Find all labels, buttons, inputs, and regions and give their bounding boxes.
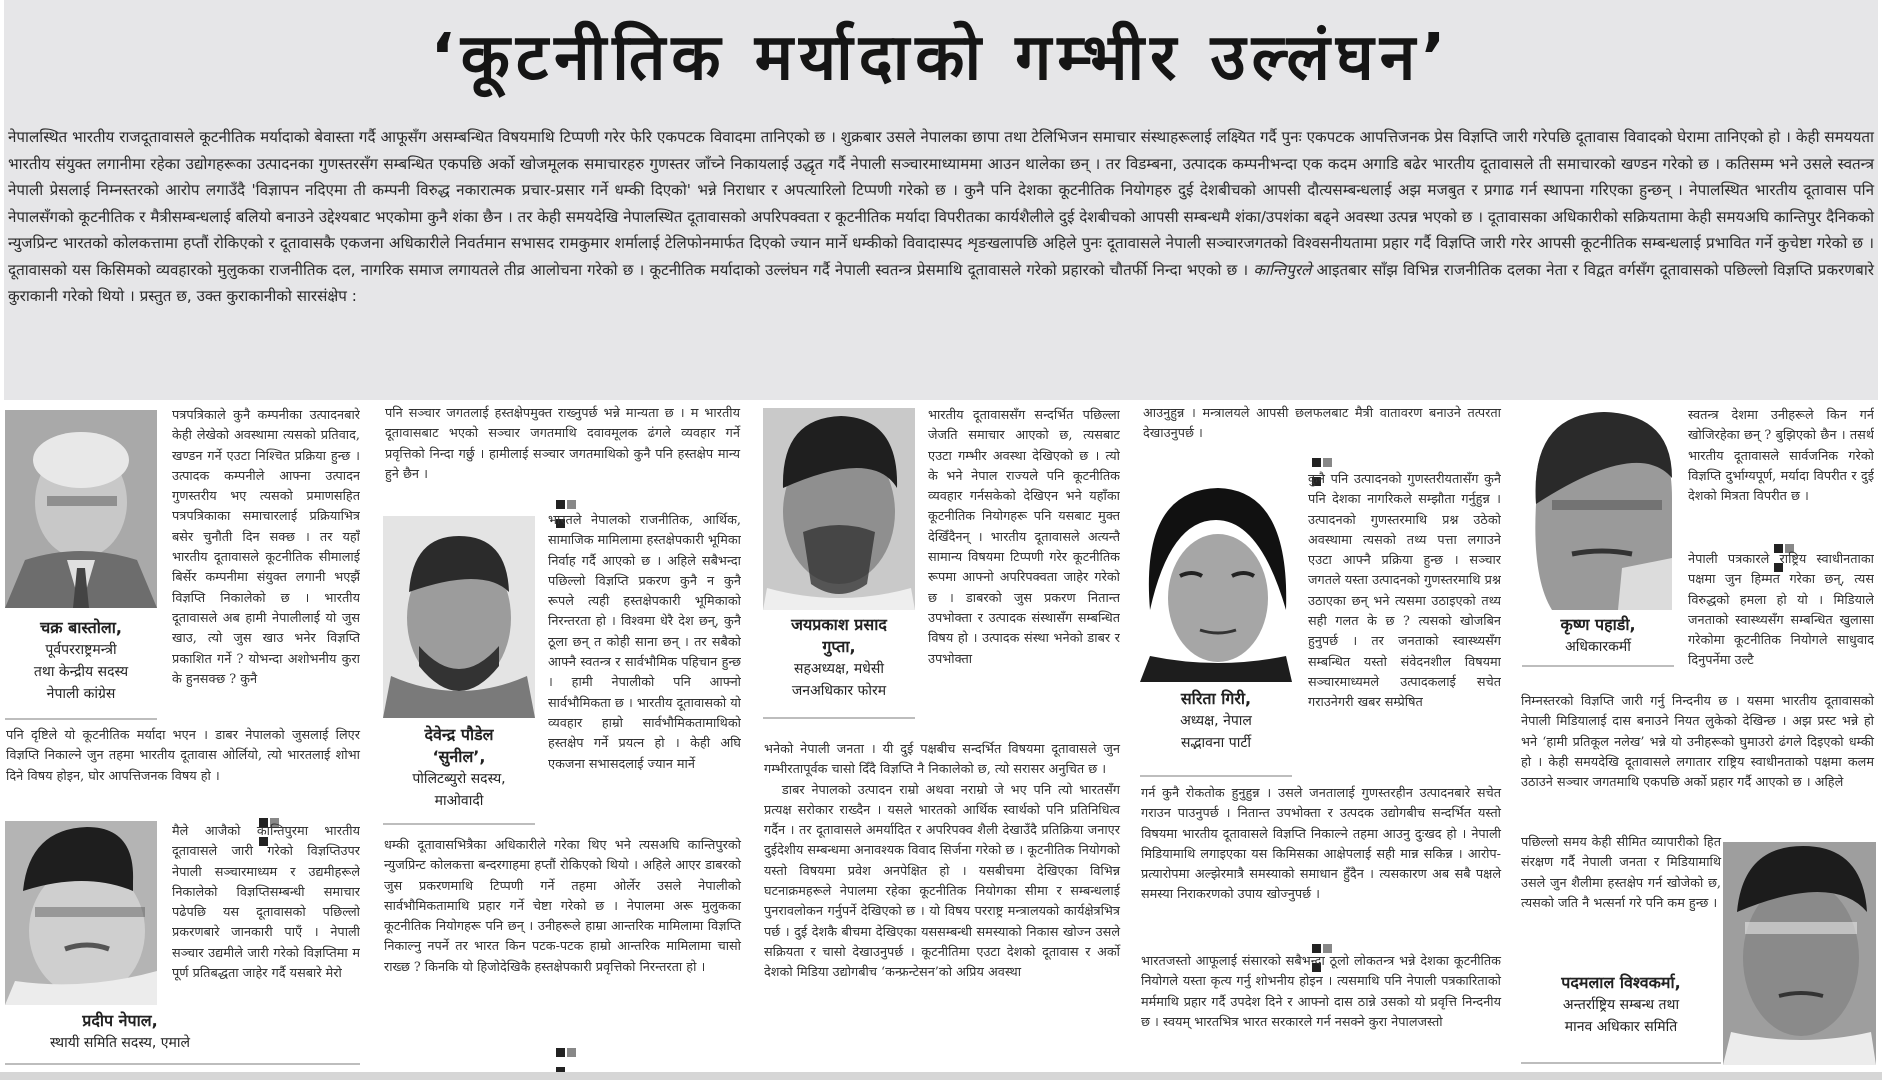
section-separator — [1774, 538, 1805, 547]
quote-chakra-bastola: पत्रपत्रिकाले कुनै कम्पनीका उत्पादनबारे केही लेखेको अवस्थामा त्यसको प्रतिवाद, खण्डन गर्ने एउटा निश्चित प्रक्रिया हुन्छ । उत्पादक कम्पनीले आफ्ना उत्पादन गुणस्तरीय भए त्यसको प्रमाणसहित पत्रपत्रिकाका समाचारलाई प्रक्रियाभित्र बसेर चुनौती दिन सक्छ । तर यहाँ भारतीय दूतावासले कूटनीतिक सीमालाई बिर्सेर कम्पनीमा संयुक्त लगानी भएझैं विज्ञप्ति निकालेको छ । भारतीय दूतावासले अब हामी नेपालीलाई यो जुस खाउ, त्यो जुस खाउ भनेर विज्ञप्ति प्रकाशित गर्ने ? योभन्दा अशोभनीय कुरा के हुनसक्छ ? कुनै — [172, 408, 360, 687]
photo-krishna-pahadi — [1522, 408, 1674, 610]
person-role: जनअधिकार फोरम — [791, 683, 887, 699]
divider — [1521, 1062, 1721, 1064]
quote-pradip-nepal: मैले आजैको कान्तिपुरमा भारतीय दूतावासले जारी गरेको विज्ञप्तिउपर नेपाली सञ्चारमाध्यम र उद्यमीहरूले निकालेको विज्ञप्तिसम्बन्धी समाचार पढेपछि यस दूतावासको पछिल्लो प्रकरणबारे जानकारी पाएँ । नेपाली सञ्चार उद्यमीले जारी गरेको विज्ञप्तिमा म पूर्ण प्रतिबद्धता जाहेर गर्दै यसबारे मेरो — [172, 824, 360, 982]
person-name: देवेन्द्र पौडेल — [424, 725, 494, 744]
person-role: पूर्वपरराष्ट्रमन्त्री — [45, 642, 117, 658]
person-role: तथा केन्द्रीय सदस्य — [33, 664, 129, 680]
section-separator — [556, 494, 587, 503]
quote-jayaprakash-gupta-end: आउनुहुन्न । मन्त्रालयले आपसी छलफलबाट मैत्री वातावरण बनाउने तत्परता देखाउनुपर्छ । — [1143, 406, 1501, 442]
header-panel — [4, 0, 1878, 400]
person-name: जयप्रकाश प्रसाद — [791, 615, 887, 634]
caption-jayaprakash-gupta — [763, 614, 915, 702]
caption-padamlal-bishwakarma — [1521, 972, 1721, 1038]
quote-sarita-giri-cont2: भारतजस्तो आफूलाई संसारको सबैभन्दा ठूलो लोकतन्त्र भन्ने देशका कूटनीतिक नियोगले यस्ता कृत्य गर्नु शोभनीय होइन । त्यसमाथि पनि नेपाली पत्रकारिताको मर्ममाथि प्रहार गर्दै उपदेश दिने र आफ्नो दास ठान्ने उसको यो प्रवृत्ति निन्दनीय छ । स्वयम् भारतभित्र भारत सरकारले गर्न नसक्ने कुरा नेपालजस्तो — [1141, 954, 1501, 1030]
portrait-icon — [1522, 408, 1674, 610]
section-separator — [556, 1042, 587, 1051]
photo-chakra-bastola — [5, 410, 157, 608]
quote-krishna-pahadi-top: स्वतन्त्र देशमा उनीहरूले किन गर्न खोजिरहेका छन् ? बुझिएको छैन । तसर्थ भारतीय दूतावासले सार्वजनिक गरेको विज्ञप्ति दुर्भाग्यपूर्ण, मर्यादा विपरीत र दुई देशको मित्रता विपरीत छ । — [1688, 408, 1874, 505]
person-role: नेपाली कांग्रेस — [46, 686, 116, 702]
intro-text-end: आइतबार साँझ विभिन्न राजनीतिक दलका नेता र विद्वत वर्गसँग दूतावासको पछिल्लो विज्ञप्ति प्रकरणबारे कुराकानी गरेको थियो । प्रस्तुत छ, उक्त कुराकानीको सारसंक्षेप : — [8, 260, 1874, 305]
person-role: पोलिटब्युरो सदस्य, — [412, 771, 506, 787]
person-role: अधिकारकर्मी — [1565, 639, 1631, 655]
quote-pradip-nepal-cont: पनि सञ्चार जगतलाई हस्तक्षेपमुक्त राख्नुपर्छ भन्ने मान्यता छ । म भारतीय दूतावासबाट भएको सञ्चार जगतमाथि दवावमूलक ढंगले व्यवहार गर्ने प्रवृत्तिको निन्दा गर्छु । हामीलाई सञ्चार जगतमाथिको कुनै पनि हस्तक्षेप मान्य हुने छैन । — [385, 406, 740, 482]
person-role: मानव अधिकार समिति — [1564, 1019, 1678, 1035]
quote-sarita-giri-cont: गर्न कुनै रोकतोक हुनुहुन्न । उसले जनतालाई गुणस्तरहीन उत्पादनबारे सचेत गराउन पाउनुपर्छ । नितान्त उपभोक्ता र उत्पदक उद्योगबीच सन्दर्भित यस्तो विषयमा भारतीय दूतावासले विज्ञप्ति निकाल्ने तहमा आउनु दुःखद हो । नेपाली मिडियामाथि लगाइएका यस किमिसका आक्षेपलाई सही मान्न सकिन्न । आरोप-प्रत्यारोपमा अल्झेरमात्रै समस्याको समाधान हुँदैन । त्यसकारण अब सबै पक्षले समस्या निराकरणको उपाय खोज्नुपर्छ । — [1141, 786, 1501, 903]
photo-jayaprakash-gupta — [763, 408, 915, 610]
caption-devendra-paudel — [383, 724, 535, 812]
quote-sarita-giri: कुनै पनि उत्पादनको गुणस्तरीयतासँग कुनै पनि देशका नागरिकले सम्झौता गर्नुहुन्न । उत्पादनको गुणस्तरमाथि प्रश्न उठेको अवस्थामा त्यसको तथ्य पत्ता लगाउने एउटा आफ्नै प्रक्रिया हुन्छ । सञ्चार जगतले यस्ता उत्पादनको गुणस्तरमाथि प्रश्न उठाएका छन् भने त्यसमा उठाइएको तथ्य सही गलत के छ ? त्यसको खोजबिन हुनुपर्छ । तर जनताको स्वास्थ्यसँग सम्बन्धित यस्तो संवेदनशील विषयमा सञ्चारमाध्यमले उत्पादकलाई सचेत गराउनेगरी खबर सम्प्रेषित — [1308, 472, 1501, 711]
person-nickname: ‘सुनील’, — [432, 747, 486, 766]
caption-krishna-pahadi — [1522, 614, 1674, 658]
person-name: प्रदीप नेपाल, — [82, 1011, 158, 1030]
portrait-icon — [383, 516, 535, 718]
intro-text: नेपालस्थित भारतीय राजदूतावासले कूटनीतिक मर्यादाको बेवास्ता गर्दै आफूसँग असम्बन्धित विषयमाथि टिप्पणी गरेर फेरि एकपटक विवादमा तानिएको छ । शुक्रबार उसले नेपालका छापा तथा टेलिभिजन समाचार संस्थाहरूलाई लक्ष्यित गर्दै पुनः एकपटक आपत्तिजनक प्रेस विज्ञप्ति जारी गरेपछि दूतावास विवादको घेरामा तानिएको हो । केही समययता भारतीय संयुक्त लगानीमा रहेका उद्योगहरूका उत्पादनका गुणस्तरसँग सम्बन्धित एकपछि अर्को खोजमूलक समाचारहरु गुणस्तर जाँच्ने निकायलाई उद्धृत गर्दै नेपाली सञ्चारमाध्याममा आउन थालेका छन् । तर विडम्बना, उत्पादक कम्पनीभन्दा एक कदम अगाडि बढेर भारतीय दूतावासले ती समाचारको खण्डन गरेको छ । कतिसम्म भने उसले स्वतन्त्र नेपाली प्रेसलाई निम्नस्तरको आरोप लगाउँदै 'विज्ञापन नदिएमा ती कम्पनी विरुद्ध नकारात्मक प्रचार-प्रसार गर्ने धम्की दिएको' भन्ने निराधार र अपत्यारिलो टिप्पणी गरेको छ । कुनै पनि देशका कूटनीतिक नियोगहरु दुई देशबीचको आपसी दौत्यसम्बन्धलाई अझ मजबुत र प्रगाढ गर्न स्थापना गरिएका हुन्छन् । नेपालस्थित भारतीय दूतावास पनि नेपालसँगको कूटनीतिक र मैत्रीसम्बन्धलाई बलियो बनाउने उद्देश्यबाट भएकोमा कुनै शंका छैन । तर केही समयदेखि नेपालस्थित दूतावासको अपरिपक्वता र कूटनीतिक मर्यादा विपरीतका कार्यशैलीले दुई देशबीचको आपसी सम्बन्धमै शंका/उपशंका बढ्ने अवस्था उत्पन्न भएको छ । दूतावासका अधिकारीको सक्रियतामा केही समयअघि कान्तिपुर दैनिकको न्युजप्रिन्ट भारतको कोलकत्तामा हप्तौं रोकिएको र दूतावासकै एकजना अधिकारीले निवर्तमान सभासद रामकुमार शर्मालाई टेलिफोनमार्फत दिएको ज्यान मार्ने धम्कीको विवादास्पद शृङखलापछि अहिले पुनः दूतावासले नेपाली सञ्चारजगतको विश्वसनीयतामा प्रहार गर्दै विज्ञप्ति जारी गरेर आपसी कूटनीतिक सम्बन्धलाई प्रभावित गर्ने कुचेष्टा गरेको छ । दूतावासको यस किसिमको व्यवहारको मुलुकका राजनीतिक दल, नागरिक समाज लगायतले तीव्र आलोचना गरेको छ । कूटनीतिक मर्यादाको उल्लंघन गर्दै नेपाली स्वतन्त्र प्रेसमाथि दूतावासले गरेको प्रहारको चौतर्फी निन्दा भएको छ । — [8, 128, 1874, 279]
portrait-icon — [1723, 842, 1876, 1065]
section-separator — [259, 812, 290, 821]
intro-italic-source: कान्तिपुरले — [1253, 260, 1312, 279]
person-name-cont: गुप्ता, — [822, 637, 856, 656]
quote-krishna-pahadi: नेपाली पत्रकारले राष्ट्रिय स्वाधीनताका पक्षमा जुन हिम्मत गरेका छन्, त्यस विरुद्धको हमला हो यो । मिडियाले जनताको स्वास्थ्यसँग सम्बन्धित खुलासा गरेकोमा कूटनीतिक नियोगले साधुवाद दिनुपर्नेमा उल्टै — [1688, 552, 1874, 669]
person-role: अध्यक्ष, नेपाल — [1180, 713, 1252, 729]
quote-krishna-pahadi-cont: निम्नस्तरको विज्ञप्ति जारी गर्नु निन्दनीय छ । यसमा भारतीय दूतावासको नेपाली मिडियालाई दास बनाउने नियत लुकेको देखिन्छ । अझ प्रस्ट भन्ने हो भने ‘हामी प्रतिकूल नलेख’ भन्ने यो उनीहरूको घुमाउरो ढंगले दिइएको धम्की हो । केही समयदेखि दूतावासले लगातार राष्ट्रिय स्वाधीनताको पक्षमा कलम उठाउने सञ्चार जगतमाथि एकपछि अर्को प्रहार गर्दै आएको छ । अहिले — [1521, 694, 1874, 791]
divider — [1522, 665, 1674, 667]
divider — [763, 717, 915, 719]
section-separator — [1312, 452, 1343, 461]
divider — [5, 718, 157, 720]
portrait-icon — [5, 821, 157, 1005]
person-role: सहअध्यक्ष, मधेसी — [794, 661, 884, 677]
person-name: कृष्ण पहाडी, — [1560, 615, 1636, 634]
caption-sarita-giri — [1140, 688, 1292, 754]
quote-devendra-paudel: भारतले नेपालको राजनीतिक, आर्थिक, सामाजिक मामिलामा हस्तक्षेपकारी भूमिका निर्वाह गर्दै आएको छ । अहिले सबैभन्दा पछिल्लो विज्ञप्ति प्रकरण कुनै न कुनै रूपले त्यही हस्तक्षेपकारी भूमिकाको निरन्तरता हो । विश्वमा धेरै देश छन्, कुनै ठूला छन् त कोही साना छन् । तर सबैको आफ्नै स्वतन्त्र र सार्वभौमिक पहिचान हुन्छ । हामी नेपालीको पनि आफ्नो सार्वभौमिकता छ । भारतीय दूतावासको यो व्यवहार हाम्रो सार्वभौमिकतामाथिको हस्तक्षेप गर्ने प्रयत्न हो । केही अघि एकजना सभासदलाई ज्यान मार्ने — [548, 513, 741, 772]
caption-chakra-bastola — [5, 617, 157, 705]
person-role: माओवादी — [434, 793, 484, 809]
headline: ‘कूटनीतिक मर्यादाको गम्भीर उल्लंघन’ — [430, 21, 1452, 95]
quote-jayaprakash-gupta-cont: भनेको नेपाली जनता । यी दुई पक्षबीच सन्दर्भित विषयमा दूतावासले जुन गम्भीरतापूर्वक चासो दिँदै विज्ञप्ति नै निकालेको छ, त्यो सरासर अनुचित छ । डाबर नेपालको उत्पादन राम्रो अथवा नराम्रो जे भए पनि त्यो भारतसँग प्रत्यक्ष सरोकार राख्दैन । यसले भारतको आर्थिक स्वार्थको पनि प्रतिनिधित्व गर्दैन । तर दूतावासले अमर्यादित र अपरिपक्व शैली देखाउँदै प्रतिक्रिया जनाएर दुईदेशीय सम्बन्धमा अनावश्यक विवाद सिर्जना गरेको छ । कूटनीतिक नियोगको यस्तो विषयमा प्रवेश अनपेक्षित हो । यसबीचमा देखिएका विभिन्न घटनाक्रमहरूले नेपालमा रहेका कूटनीतिक नियोगका सीमा र सम्बन्धलाई पुनरावलोकन गर्नुपर्ने देखिएको छ । यो विषय परराष्ट्र मन्त्रालयको कार्यक्षेत्रभित्र पर्छ । दुई देशकै बीचमा देखिएका यससम्बन्धी समस्याको निकास खोज्न उसले सक्रियता र चासो देखाउनुपर्छ । कूटनीतिमा एउटा देशको दूतावास र अर्को देशको मिडिया उद्योगबीच ‘कन्फ्रन्टेसन’को अप्रिय अवस्था — [764, 742, 1120, 981]
divider — [1140, 775, 1292, 777]
photo-pradip-nepal — [5, 821, 157, 1005]
portrait-icon — [763, 408, 915, 610]
divider — [5, 1063, 360, 1065]
section-separator — [1312, 938, 1343, 947]
quote-padamlal-bishwakarma: पछिल्लो समय केही सीमित व्यापारीको हित संरक्षण गर्दै नेपाली जनता र मिडियामाथि उसले जुन शैलीमा हस्तक्षेप गर्न खोजेको छ, त्यसको जति नै भत्सर्ना गरे पनि कम हुन्छ । — [1521, 835, 1721, 911]
photo-sarita-giri — [1140, 480, 1292, 682]
person-role: सद्भावना पार्टी — [1180, 735, 1252, 751]
photo-padamlal-bishwakarma — [1723, 842, 1876, 1065]
photo-devendra-paudel — [383, 516, 535, 718]
person-role: स्थायी समिति सदस्य, एमाले — [49, 1035, 191, 1051]
portrait-icon — [5, 410, 157, 608]
quote-jayaprakash-gupta: भारतीय दूतावाससँग सन्दर्भित पछिल्ला जेजति समाचार आएको छ, त्यसबाट एउटा गम्भीर अवस्था देखिएको छ । त्यो के भने नेपाल राज्यले पनि कूटनीतिक व्यवहार गर्नसकेको देखिएन भने यहाँका कूटनीतिक नियोगहरू पनि यसबाट मुक्त देखिँदैनन् । भारतीय दूतावासले अत्यन्तै सामान्य विषयमा टिप्पणी गरेर कूटनीतिक रूपमा आफ्नो अपरिपक्वता जाहेर गरेको छ । डाबरको जुस प्रकरण नितान्त उपभोक्ता र उत्पादक संस्थासँग सम्बन्धित विषय हो । उत्पादक संस्था भनेको डाबर र उपभोक्ता — [928, 408, 1120, 667]
person-role: अन्तर्राष्ट्रिय सम्बन्ध तथा — [1562, 997, 1680, 1013]
portrait-icon — [1140, 480, 1292, 682]
bottom-bar — [0, 1072, 1882, 1080]
person-name: चक्र बास्तोला, — [40, 618, 122, 637]
quote-devendra-paudel-cont: धम्की दूतावासभित्रैका अधिकारीले गरेका थिए भने त्यसअघि कान्तिपुरको न्युजप्रिन्ट कोलकत्ता बन्दरगाहमा हप्तौं रोकिएको थियो । अहिले आएर डाबरको जुस प्रकरणमाथि टिप्पणी गर्ने तहमा ओर्लेर उसले नेपालीको सार्वभौमिकतामाथि प्रहार गर्ने चेष्टा गरेको छ । नेपालमा अरू मुलुकका कूटनीतिक नियोगहरू पनि छन् । उनीहरूले हाम्रा आन्तरिक मामिलामा विज्ञप्ति निकाल्नु नपर्ने तर भारत किन पटक-पटक हाम्रो आन्तरिक मामिलामा चासो राख्छ ? किनकि यो हिजोदेखिकै हस्तक्षेपकारी प्रवृत्तिको निरन्तरता हो । — [384, 838, 741, 975]
divider — [383, 823, 535, 825]
person-name: सरिता गिरी, — [1180, 689, 1252, 708]
intro-paragraph — [8, 124, 1874, 310]
person-name: पदमलाल विश्वकर्मा, — [1561, 973, 1681, 992]
quote-chakra-bastola-cont: पनि दृष्टिले यो कूटनीतिक मर्यादा भएन । डाबर नेपालको जुसलाई लिएर विज्ञप्ति निकाल्ने जुन तहमा भारतीय दूतावास ओर्लियो, त्यो भारतलाई शोभा दिने विषय होइन, घोर आपत्तिजनक विषय हो । — [6, 728, 360, 784]
